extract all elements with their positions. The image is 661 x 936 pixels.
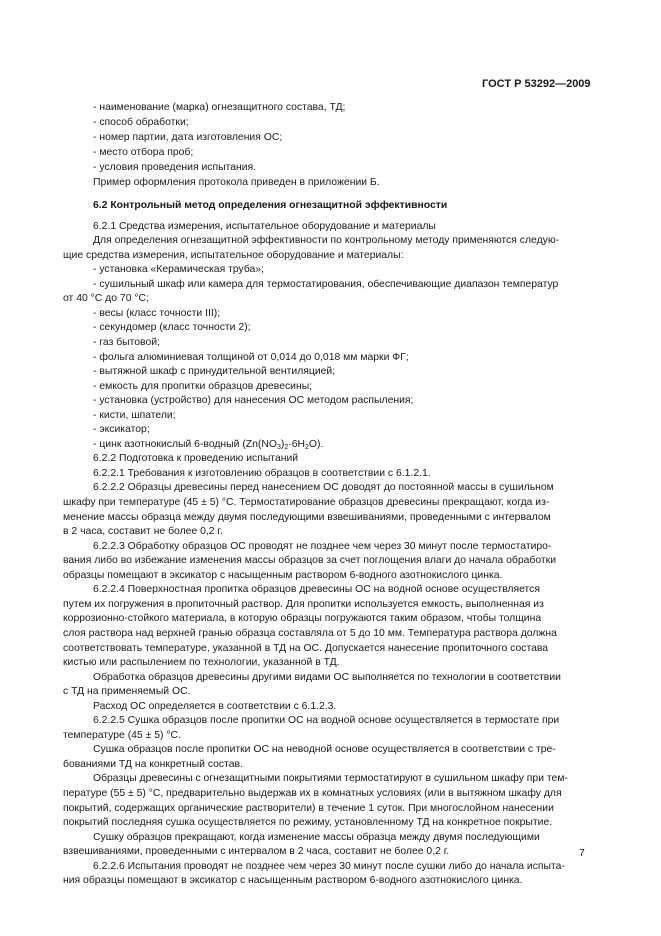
text-line: вания либо во избежание изменения массы образцов за счет поглощения влаги до начала обработки bbox=[63, 555, 556, 567]
text-line: температуре (45 ± 5) °С. bbox=[63, 729, 181, 741]
text-line: Расход ОС определяется в соответствии с 6.1.2.3. bbox=[93, 700, 337, 712]
text-line: - эксикатор; bbox=[93, 424, 150, 436]
text-line: образцы помещают в эксикатор с насыщенным раствором 6-водного азотнокислого цинка. bbox=[63, 569, 503, 581]
text-line: - газ бытовой; bbox=[93, 336, 160, 348]
text-line: - установка «Керамическая труба»; bbox=[93, 264, 264, 276]
text-line: 6.2.1 Средства измерения, испытательное оборудование и материалы bbox=[93, 220, 436, 232]
text-line: покрытий, содержащих органические растворители) в течение 1 суток. При многослойном нанесении bbox=[63, 802, 554, 814]
text-line: покрытий последняя сушка осуществляется по режиму, установленному ТД на конкретное покрытие. bbox=[63, 817, 553, 829]
text-line: шкафу при температуре (45 ± 5) °С. Термостатирование образцов древесины прекращают, когда из- bbox=[63, 497, 550, 508]
text-line: в 2 часа, составит не более 0,2 г. bbox=[63, 526, 223, 538]
text-line: - фольга алюминиевая толщиной от 0,014 до 0,018 мм марки ФГ; bbox=[93, 351, 409, 363]
text-line: 6.2.2.4 Поверхностная пропитка образцов древесины ОС на водной основе осуществляется bbox=[93, 584, 540, 596]
text-line: бованиями ТД на конкретный состав. bbox=[63, 758, 243, 770]
text-line: Сушку образцов прекращают, когда изменение массы образца между двумя последующими bbox=[93, 831, 540, 843]
text-line: - наименование (марка) огнезащитного состава, ТД; bbox=[93, 102, 346, 113]
document-code: ГОСТ Р 53292—2009 bbox=[482, 78, 591, 90]
text-line: Сушка образцов после пропитки ОС на неводной основе осуществляется в соответствии с тре- bbox=[93, 744, 556, 756]
text-line: соответствовать температуре, указанной в ТД на ОС. Допускается нанесение пропиточного состава bbox=[63, 642, 549, 654]
text-line: - секундомер (класс точности 2); bbox=[93, 322, 251, 334]
text-line: 6.2.2.2 Образцы древесины перед нанесением ОС доводят до постоянной массы в сушильном bbox=[93, 482, 554, 494]
text-line: от 40 °С до 70 °С; bbox=[63, 293, 149, 305]
text-line: путем их погружения в пропиточный раствор. Для пропитки используется емкость, выполненная из bbox=[63, 598, 544, 610]
text-line: 6.2.2.1 Требования к изготовлению образцов в соответствии с 6.1.2.1. bbox=[93, 467, 431, 479]
text-line: - условия проведения испытания. bbox=[93, 162, 257, 173]
text-line: менение массы образца между двумя последующими взвешиваниями, проведенными с интервалом bbox=[63, 511, 551, 523]
text-line: 6.2.2.5 Сушка образцов после пропитки ОС на водной основе осуществляется в термостате при bbox=[93, 715, 560, 727]
text-line: Пример оформления протокола приведен в приложении Б. bbox=[93, 177, 380, 188]
text-line: - номер партии, дата изготовления ОС; bbox=[93, 132, 283, 143]
text-line: слоя раствора над верхней гранью образца составляла от 5 до 10 мм. Температура раствора должна bbox=[63, 627, 557, 639]
text-line: 6.2.2.3 Обработку образцов ОС проводят не позднее чем через 30 минут после термостатиро- bbox=[93, 540, 552, 552]
text-line: - весы (класс точности III); bbox=[93, 307, 221, 319]
page-number: 7 bbox=[579, 848, 585, 859]
text-line: - способ обработки; bbox=[93, 117, 189, 128]
text-line: - место отбора проб; bbox=[93, 147, 194, 158]
text-line: - установка (устройство) для нанесения ОС методом распыления; bbox=[93, 395, 414, 407]
text-line: - сушильный шкаф или камера для термостатирования, обеспечивающие диапазон температур bbox=[93, 278, 559, 290]
section-heading: 6.2 Контрольный метод определения огнезащитной эффективности bbox=[93, 200, 448, 211]
text-line: коррозионно-стойкого материала, в которую образцы погружаются таким образом, чтобы толщина bbox=[63, 613, 542, 625]
text-line: взвешиваниями, проведенными с интервалом в 2 часа, составит не более 0,2 г. bbox=[63, 846, 450, 858]
text-line: - кисти, шпатели; bbox=[93, 409, 176, 421]
text-line: Для определения огнезащитной эффективности по контрольному методу применяются следую- bbox=[93, 235, 560, 247]
text-line: Образцы древесины с огнезащитными покрытиями термостатируют в сушильном шкафу при тем- bbox=[93, 773, 568, 785]
text-line: - емкость для пропитки образцов древесины; bbox=[93, 380, 313, 392]
text-line: ния образцы помещают в эксикатор с насыщенным раствором 6-водного азотнокислого цинка. bbox=[63, 875, 523, 887]
text-line: 6.2.2 Подготовка к проведению испытаний bbox=[93, 453, 299, 465]
text-line: кистью или распылением по технологии, указанной в ТД. bbox=[63, 657, 340, 669]
text-line: - вытяжной шкаф с принудительной вентиляцией; bbox=[93, 366, 336, 378]
text-line: щие средства измерения, испытательное оборудование и материалы: bbox=[63, 249, 404, 261]
text-line: с ТД на применяемый ОС. bbox=[63, 686, 191, 698]
text-line: 6.2.2.6 Испытания проводят не позднее чем через 30 минут после сушки либо до начала испыта- bbox=[93, 860, 565, 872]
text-line: - цинк азотнокислый 6-водный $(Zn(NO_3)_2\cdot 6H_2O)$. bbox=[93, 438, 324, 451]
text-line: пературе (55 ± 5) °С, предварительно выдержав их в комнатных условиях (или в вытяжном шкафу для bbox=[63, 788, 562, 799]
text-line: Обработка образцов древесины другими видами ОС выполняется по технологии в соответствии bbox=[93, 671, 561, 683]
